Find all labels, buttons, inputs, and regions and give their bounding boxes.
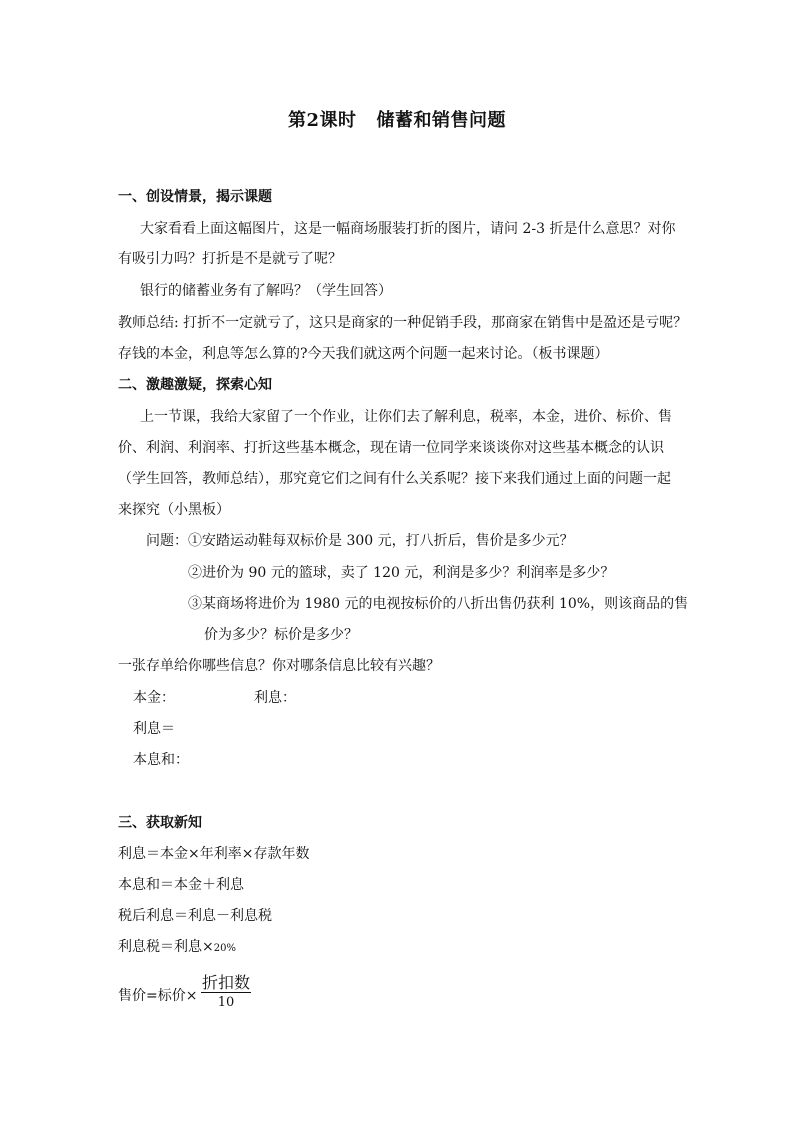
title-lesson: 第2课时 bbox=[287, 110, 357, 131]
paragraph-line: 教师总结: 打折不一定就亏了，这只是商家的一种促销手段，那商家在销售中是盈还是亏呢？ bbox=[118, 315, 688, 331]
question-1: 问题：①安踏运动鞋每双标价是 300 元，打八折后，售价是多少元？ bbox=[146, 533, 574, 549]
title-topic: 储蓄和销售问题 bbox=[376, 110, 507, 131]
formula-total: 本息和＝本金＋利息 bbox=[118, 877, 244, 893]
section-3-heading: 三、获取新知 bbox=[118, 815, 202, 831]
paragraph-line: 来探究（小黑板） bbox=[118, 502, 230, 518]
fraction-denominator: 10 bbox=[217, 995, 235, 1010]
question-2: ②进价为 90 元的篮球，卖了 120 元，利润是多少？利润率是多少？ bbox=[188, 565, 615, 581]
formula-after-tax-interest: 税后利息＝利息－利息税 bbox=[118, 908, 272, 924]
paragraph-line: 银行的储蓄业务有了解吗？（学生回答） bbox=[140, 283, 392, 299]
section-1-heading: 一、创设情景，揭示课题 bbox=[118, 189, 272, 205]
question-3-continued: 价为多少？标价是多少？ bbox=[204, 627, 358, 643]
fraction bbox=[200, 970, 252, 1010]
principal-label: 本金： bbox=[133, 690, 175, 706]
formula-interest: 利息＝本金×年利率×存款年数 bbox=[118, 846, 310, 862]
paragraph-line: 有吸引力吗？打折是不是就亏了呢？ bbox=[118, 251, 342, 267]
total-amount-label: 本息和： bbox=[133, 752, 189, 768]
paragraph-line: （学生回答，教师总结），那究竟它们之间有什么关系呢？接下来我们通过上面的问题一起 bbox=[118, 471, 671, 487]
section-2-heading: 二、激趣激疑，探索心知 bbox=[118, 377, 272, 393]
page-title bbox=[0, 106, 794, 132]
fraction-bar bbox=[201, 992, 251, 993]
paragraph-line: 价、利润、利润率、打折这些基本概念，现在请一位同学来谈谈你对这些基本概念的认识 bbox=[118, 440, 664, 456]
formula-interest-tax bbox=[118, 936, 678, 956]
paragraph-line: 上一节课，我给大家留了一个作业，让你们去了解利息，税率，本金，进价、标价、售 bbox=[140, 409, 672, 425]
paragraph-line: 大家看看上面这幅图片，这是一幅商场服装打折的图片，请问 2-3 折是什么意思？对你 bbox=[140, 221, 676, 237]
paragraph-line: 存钱的本金，利息等怎么算的?今天我们就这两个问题一起来讨论。（板书课题） bbox=[118, 346, 609, 362]
interest-equals-label: 利息＝ bbox=[133, 721, 175, 737]
sale-price-text: 售价=标价× bbox=[118, 988, 198, 1004]
interest-tax-rate: 20% bbox=[213, 943, 236, 954]
interest-tax-text: 利息税＝利息× bbox=[118, 939, 214, 955]
question-3: ③某商场将进价为 1980 元的电视按标价的八折出售仍获利 10%，则该商品的售 bbox=[188, 596, 689, 612]
paragraph-line: 一张存单给你哪些信息？你对哪条信息比较有兴趣？ bbox=[118, 658, 440, 674]
fraction-numerator: 折扣数 bbox=[201, 973, 250, 992]
deposit-interest-label: 利息： bbox=[254, 690, 296, 706]
